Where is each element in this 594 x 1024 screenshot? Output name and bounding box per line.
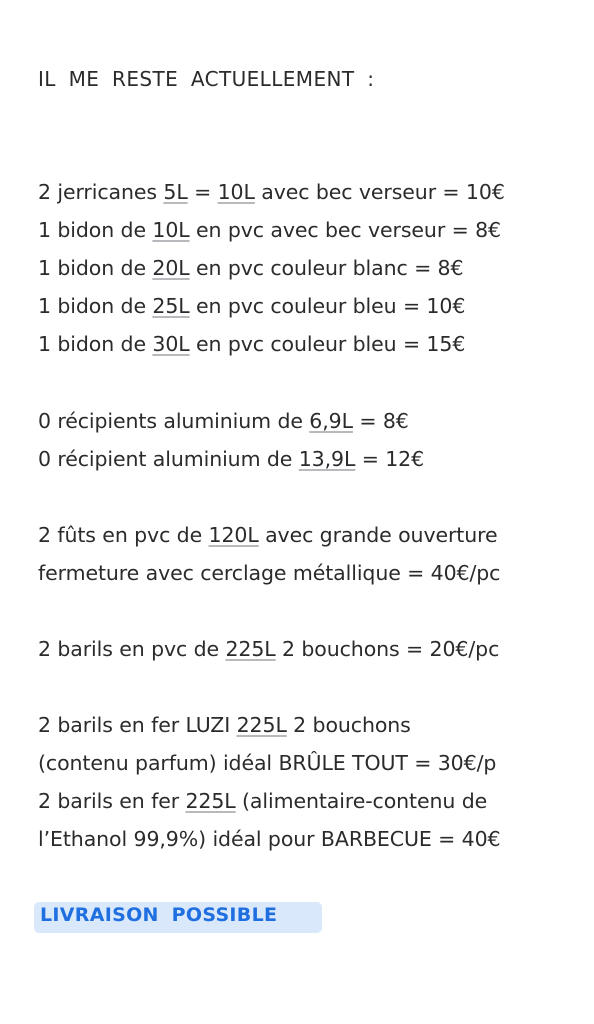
volume-link[interactable]: 5L bbox=[163, 180, 188, 204]
item-barils-luzi-cont: (contenu parfum) idéal BRÛLE TOUT = 30€/p bbox=[38, 751, 497, 775]
item-barils-fer-cont: l’Ethanol 99,9%) idéal pour BARBECUE = 40€ bbox=[38, 827, 501, 851]
item-bidon-20: 1 bidon de 20L en pvc couleur blanc = 8€ bbox=[38, 256, 464, 280]
item-bidon-30: 1 bidon de 30L en pvc couleur bleu = 15€ bbox=[38, 332, 466, 356]
item-bidon-25: 1 bidon de 25L en pvc couleur bleu = 10€ bbox=[38, 294, 466, 318]
volume-link[interactable]: 225L bbox=[236, 713, 287, 737]
volume-link[interactable]: 13,9L bbox=[298, 447, 356, 471]
volume-link[interactable]: 225L bbox=[225, 637, 276, 661]
note-heading: IL ME RESTE ACTUELLEMENT : bbox=[38, 67, 375, 91]
volume-link[interactable]: 120L bbox=[208, 523, 259, 547]
item-alu-6-9: 0 récipients aluminium de 6,9L = 8€ bbox=[38, 409, 409, 433]
item-barils-luzi: 2 barils en fer LUZI 225L 2 bouchons bbox=[38, 713, 411, 737]
item-alu-13-9: 0 récipient aluminium de 13,9L = 12€ bbox=[38, 447, 425, 471]
item-jerricanes: 2 jerricanes 5L = 10L avec bec verseur = 10€ bbox=[38, 180, 505, 204]
item-barils-pvc: 2 barils en pvc de 225L 2 bouchons = 20€/pc bbox=[38, 637, 500, 661]
item-futs-cont: fermeture avec cerclage métallique = 40€/pc bbox=[38, 561, 501, 585]
volume-link[interactable]: 20L bbox=[152, 256, 190, 280]
volume-link[interactable]: 10L bbox=[217, 180, 255, 204]
delivery-link[interactable]: LIVRAISON POSSIBLE bbox=[40, 904, 278, 926]
item-futs: 2 fûts en pvc de 120L avec grande ouverture bbox=[38, 523, 498, 547]
item-barils-fer: 2 barils en fer 225L (alimentaire-contenu de bbox=[38, 789, 488, 813]
item-bidon-10: 1 bidon de 10L en pvc avec bec verseur = 8€ bbox=[38, 218, 501, 242]
volume-link[interactable]: 225L bbox=[185, 789, 236, 813]
volume-link[interactable]: 6,9L bbox=[309, 409, 353, 433]
volume-link[interactable]: 10L bbox=[152, 218, 190, 242]
volume-link[interactable]: 30L bbox=[152, 332, 190, 356]
volume-link[interactable]: 25L bbox=[152, 294, 190, 318]
